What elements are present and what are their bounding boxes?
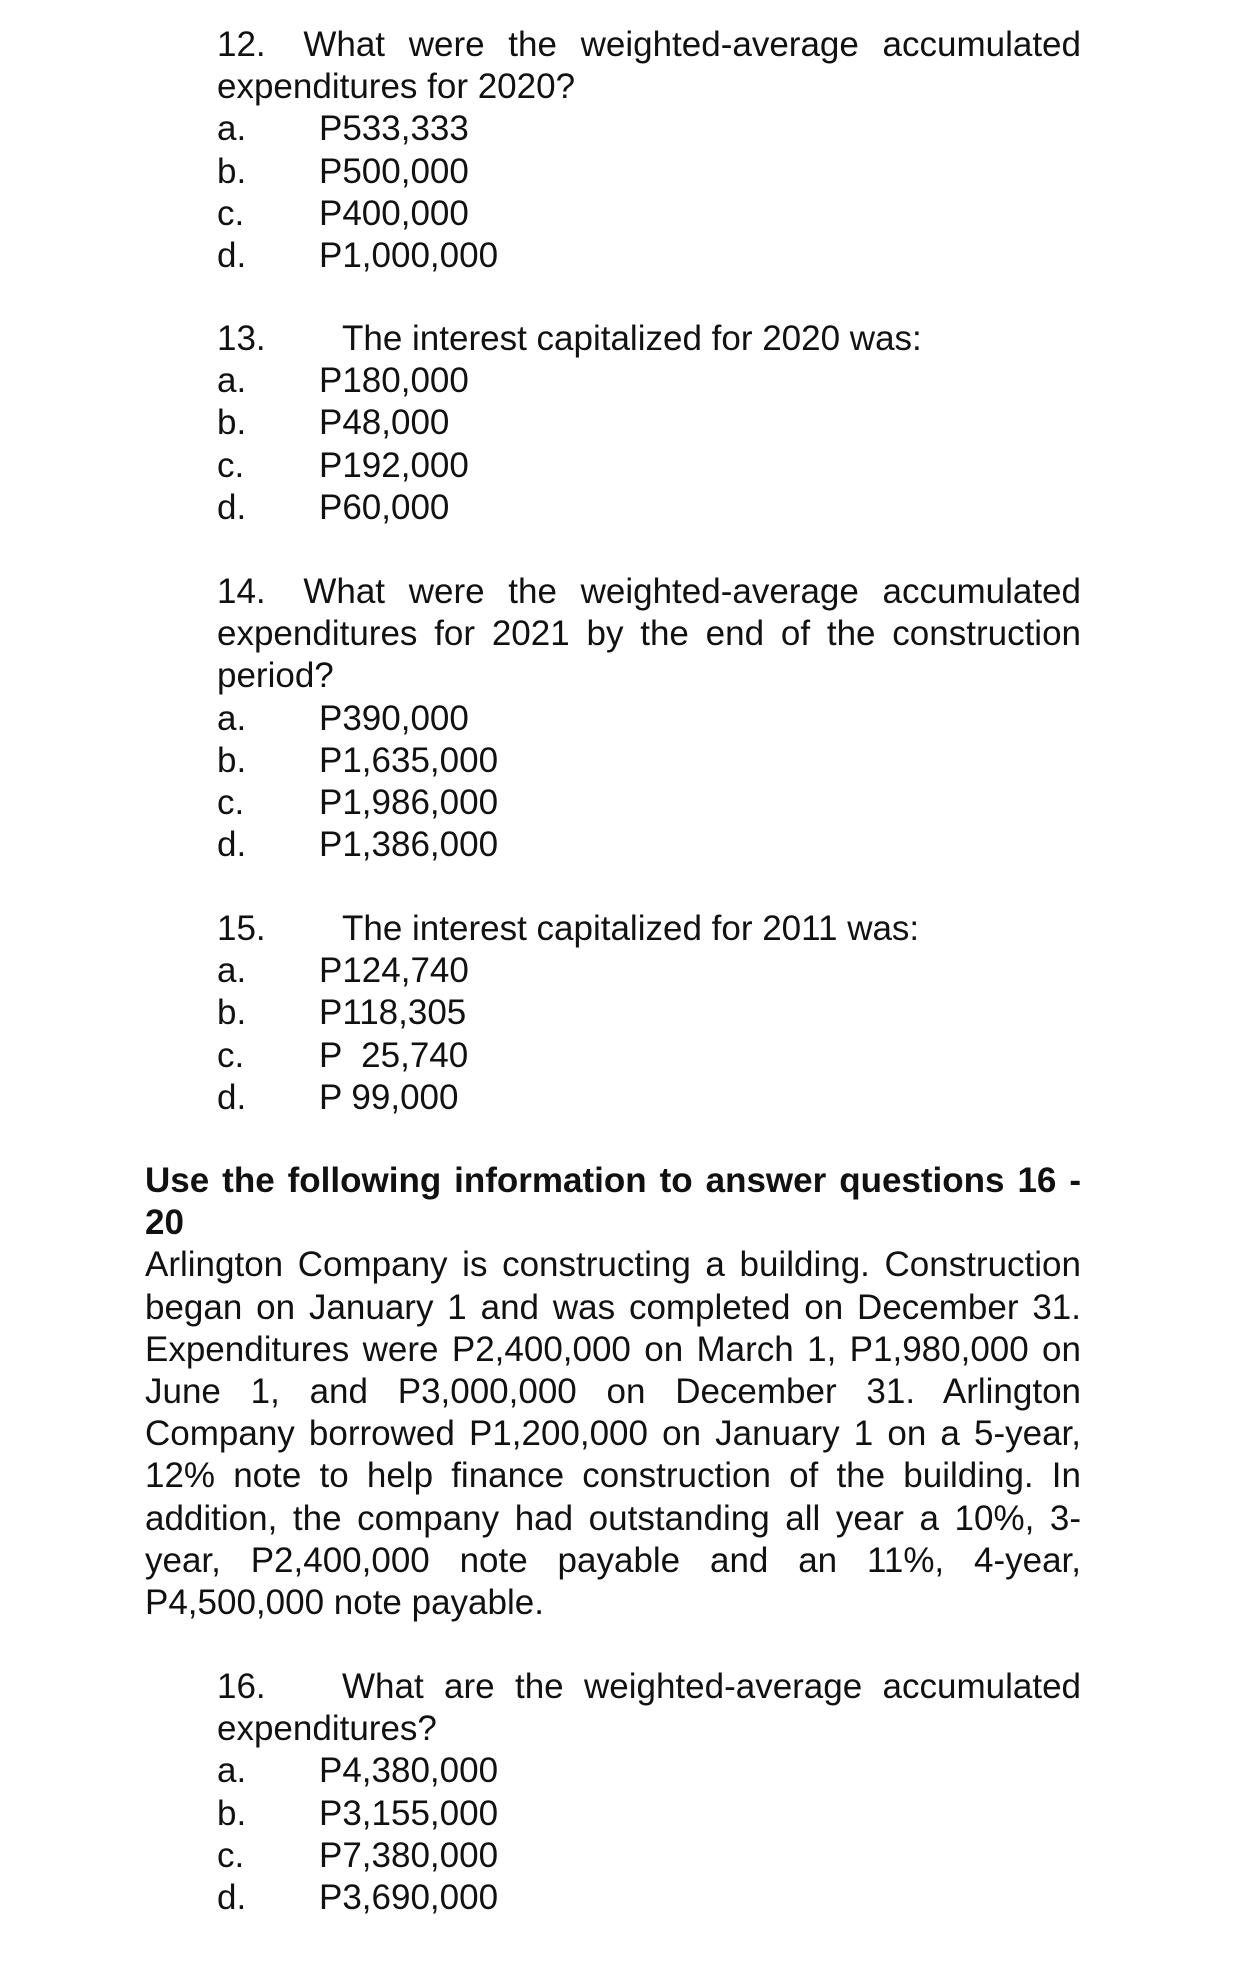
option-letter: c. <box>217 193 245 233</box>
option-value: P60,000 <box>319 487 450 527</box>
option-value: P4,380,000 <box>319 1751 499 1791</box>
option-letter: d. <box>217 825 247 865</box>
question-number: 14. <box>217 572 266 611</box>
option-letter: d. <box>217 1877 247 1917</box>
question-stem <box>217 1666 1081 1750</box>
question-text: What were the weighted-average accumulated expenditures for 2020? <box>217 25 1081 107</box>
option-letter: a. <box>217 951 247 991</box>
option-value: P180,000 <box>319 361 469 401</box>
option-value: P3,690,000 <box>319 1877 499 1917</box>
option-value: P400,000 <box>319 193 469 233</box>
option-value: P1,635,000 <box>319 740 499 780</box>
question-stem <box>217 318 1081 360</box>
option-value: P7,380,000 <box>319 1835 499 1875</box>
option-d <box>217 1077 1081 1119</box>
option-c <box>217 782 1081 824</box>
info-block <box>145 1160 1081 1624</box>
option-b <box>217 740 1081 782</box>
option-letter: a. <box>217 361 247 401</box>
option-letter: d. <box>217 235 247 275</box>
option-a <box>217 108 1081 150</box>
option-value: P1,386,000 <box>319 825 499 865</box>
option-b <box>217 992 1081 1034</box>
option-value: P1,000,000 <box>319 235 499 275</box>
question-text: The interest capitalized for 2011 was: <box>342 909 920 948</box>
option-value: P3,155,000 <box>319 1793 499 1833</box>
option-letter: b. <box>217 993 247 1033</box>
option-d <box>217 1877 1081 1919</box>
question-16 <box>217 1666 1081 1919</box>
option-value: P390,000 <box>319 698 469 738</box>
option-letter: d. <box>217 1077 247 1117</box>
question-15 <box>217 908 1081 1119</box>
question-text: The interest capitalized for 2020 was: <box>342 319 922 358</box>
option-letter: b. <box>217 740 247 780</box>
option-letter: c. <box>217 1835 245 1875</box>
option-b <box>217 402 1081 444</box>
info-body: Arlington Company is constructing a building. Construction began on January 1 and was completed on December 31. Expenditures were P2,400,000 on March 1, P1,980,000 on June 1, and P3,000,000 on December 31. Arlington Company borrowed P1,200,000 on January 1 on a 5-year, 12% note to help finance construction of the building. In addition, the company had outstanding all year a 10%, 3-year, P2,400,000 note payable and an 11%, 4-year, P4,500,000 note payable. <box>145 1245 1081 1623</box>
option-letter: b. <box>217 151 247 191</box>
option-letter: b. <box>217 403 247 443</box>
option-d <box>217 487 1081 529</box>
option-d <box>217 235 1081 277</box>
option-letter: b. <box>217 1793 247 1833</box>
option-letter: c. <box>217 1035 245 1075</box>
question-13 <box>217 318 1081 529</box>
question-number: 15. <box>217 909 266 948</box>
option-letter: a. <box>217 1751 247 1791</box>
option-value: P192,000 <box>319 445 469 485</box>
option-c <box>217 445 1081 487</box>
question-number: 12. <box>217 25 266 64</box>
option-a <box>217 360 1081 402</box>
option-b <box>217 1793 1081 1835</box>
option-value: P1,986,000 <box>319 782 499 822</box>
option-a <box>217 698 1081 740</box>
option-letter: c. <box>217 445 245 485</box>
question-12 <box>217 24 1081 277</box>
option-value: P533,333 <box>319 109 469 149</box>
question-14 <box>217 571 1081 866</box>
question-stem <box>217 571 1081 698</box>
option-value: P48,000 <box>319 403 450 443</box>
question-number: 13. <box>217 319 266 358</box>
option-b <box>217 151 1081 193</box>
option-value: P 25,740 <box>319 1035 469 1075</box>
option-letter: a. <box>217 109 247 149</box>
option-a <box>217 1750 1081 1792</box>
info-heading: Use the following information to answer questions 16 - 20 <box>145 1161 1081 1243</box>
option-d <box>217 824 1081 866</box>
option-value: P 99,000 <box>319 1077 459 1117</box>
option-letter: d. <box>217 487 247 527</box>
option-c <box>217 1835 1081 1877</box>
question-stem <box>217 908 1081 950</box>
option-value: P118,305 <box>319 993 467 1033</box>
option-value: P500,000 <box>319 151 469 191</box>
question-number: 16. <box>217 1667 266 1706</box>
option-value: P124,740 <box>319 951 469 991</box>
question-text: What were the weighted-average accumulated expenditures for 2021 by the end of the construction period? <box>217 572 1081 696</box>
question-stem <box>217 24 1081 108</box>
option-letter: a. <box>217 698 247 738</box>
option-a <box>217 950 1081 992</box>
option-c <box>217 1035 1081 1077</box>
question-text: What are the weighted-average accumulated expenditures? <box>217 1667 1081 1749</box>
option-c <box>217 193 1081 235</box>
option-letter: c. <box>217 782 245 822</box>
